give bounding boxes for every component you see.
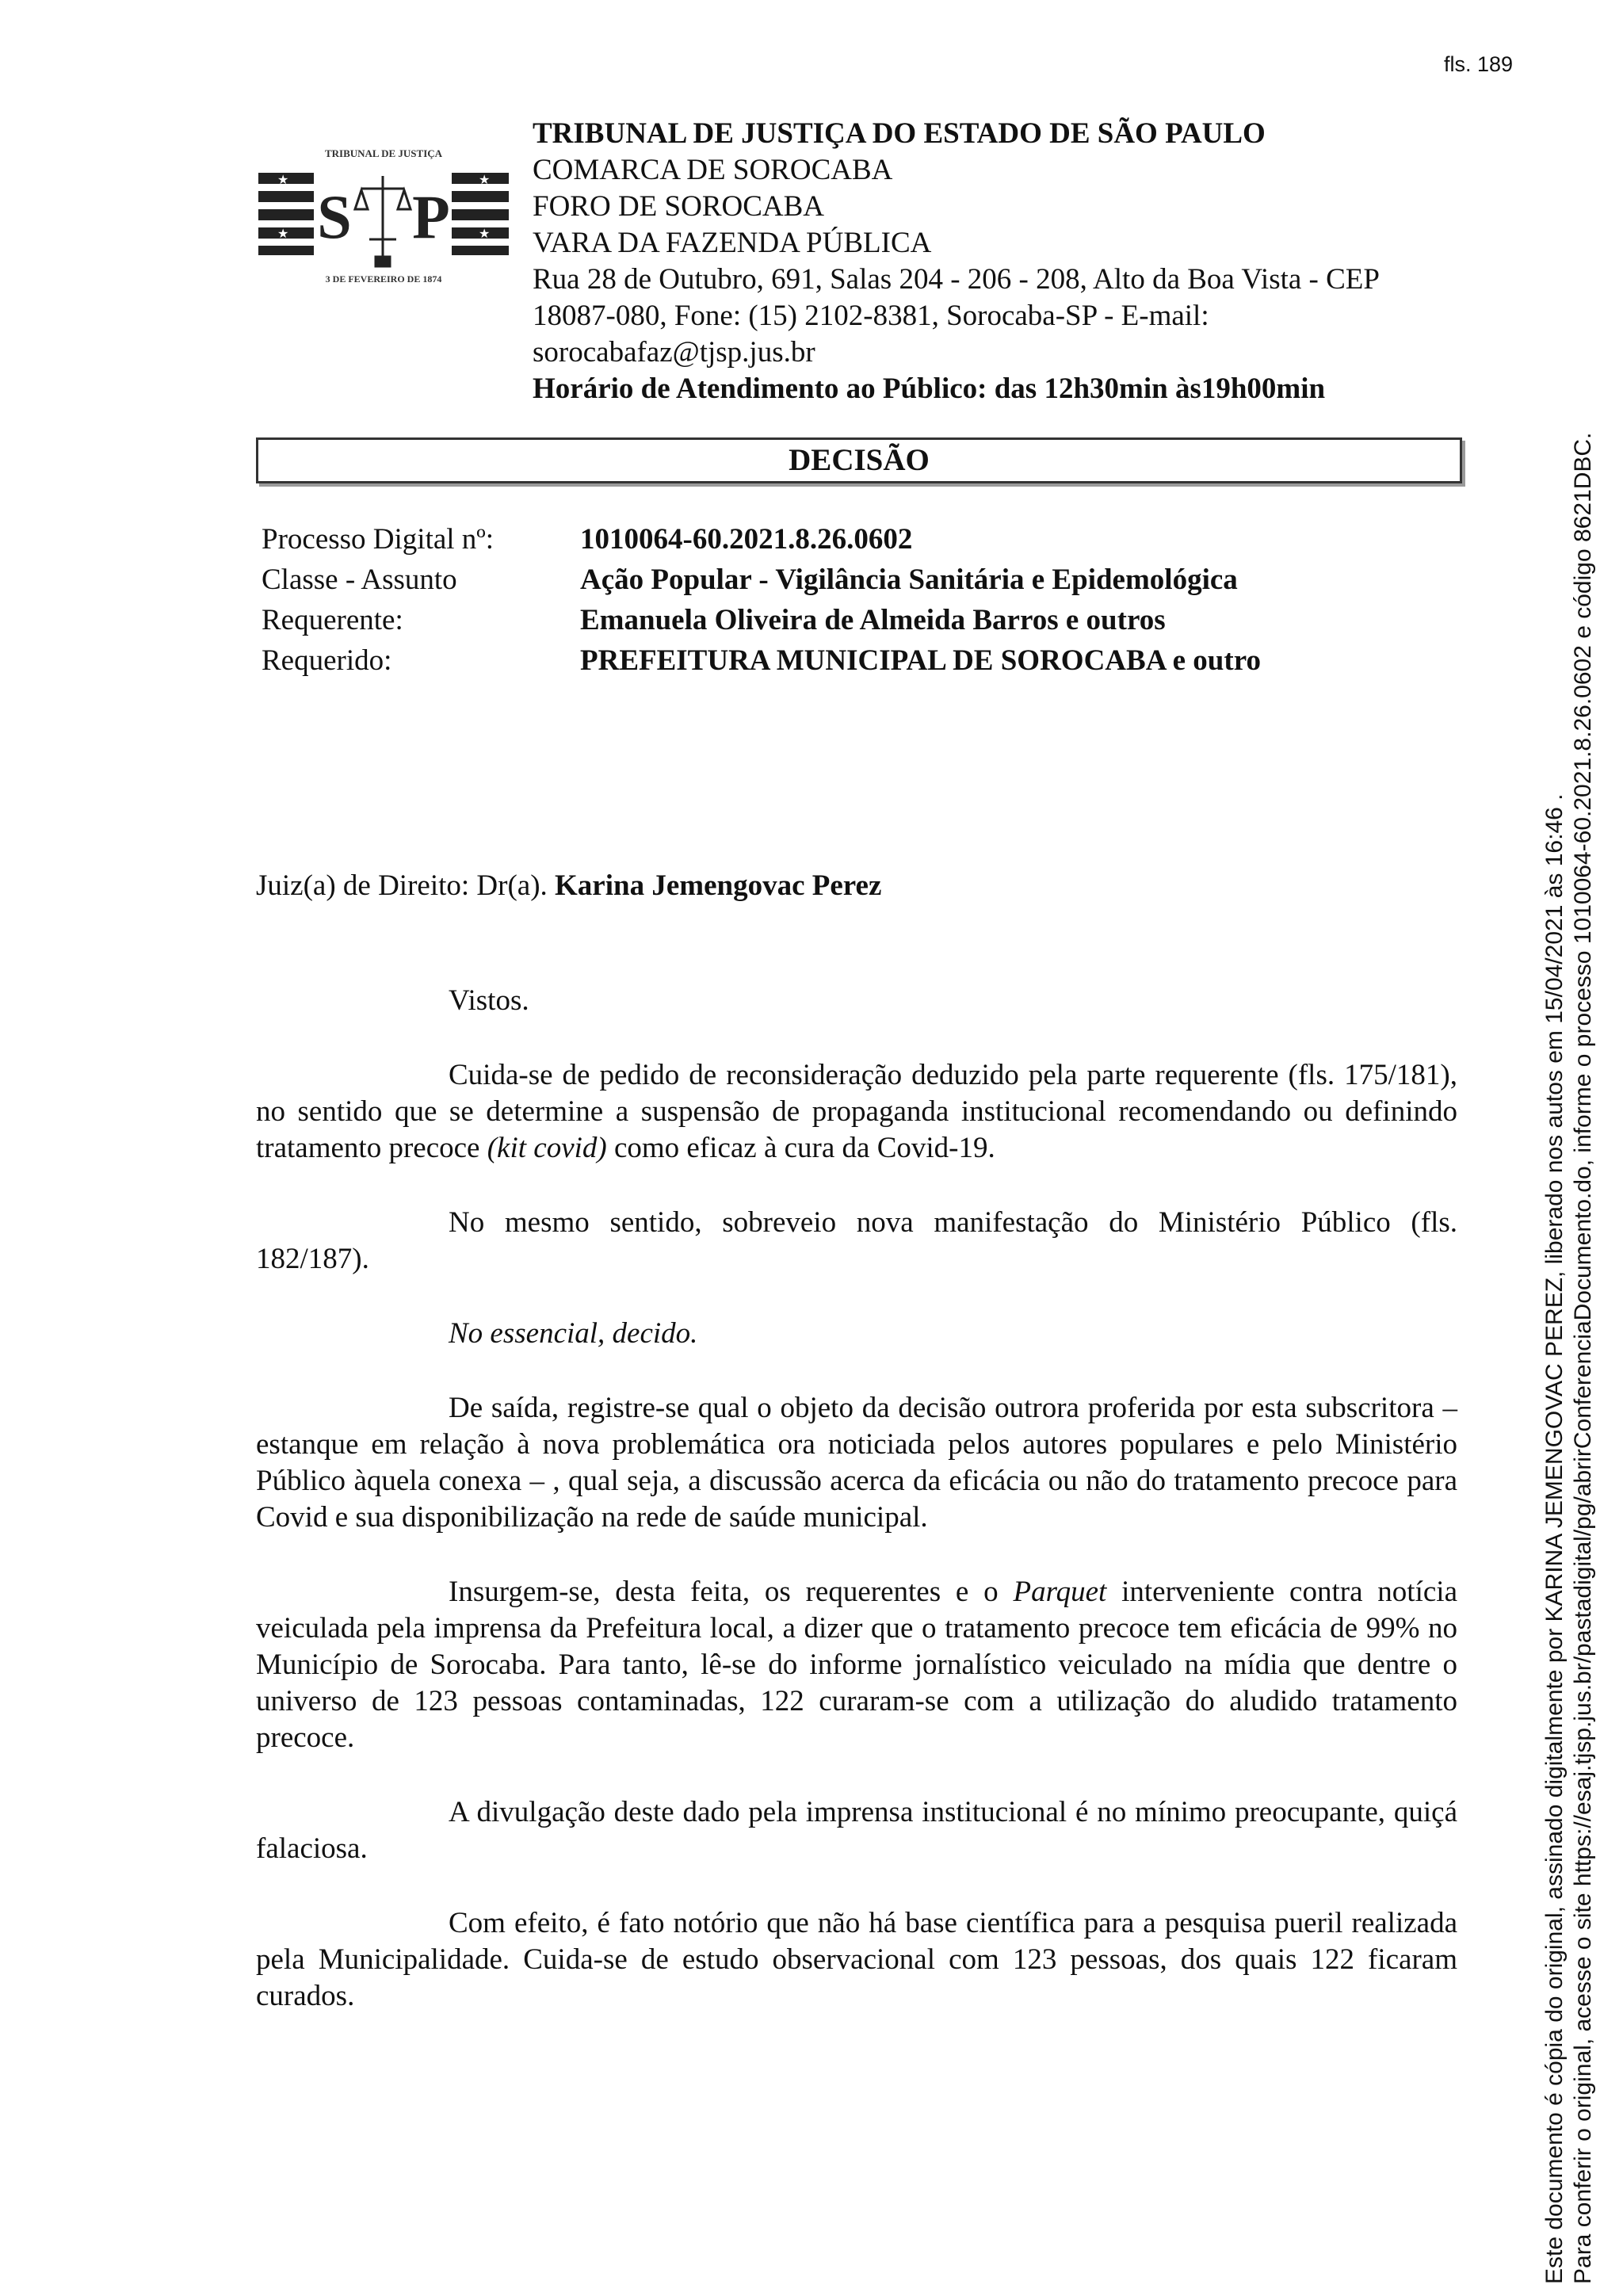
verification-line: Este documento é cópia do original, assinado digitalmente por KARINA JEMENGOVAC PEREZ, liberado nos autos em 15/04/2021 às 16:46 . <box>1541 793 1568 2284</box>
svg-text:★: ★ <box>479 174 491 187</box>
judge-line <box>256 868 881 904</box>
process-info <box>262 519 1261 681</box>
process-row <box>262 640 1261 681</box>
process-row <box>262 519 1261 560</box>
office-hours: Horário de Atendimento ao Público: das 12h30min às19h00min <box>533 372 1326 405</box>
process-row <box>262 600 1261 640</box>
logo-letter-s: S <box>317 182 352 251</box>
logo-bottom-text: 3 DE FEVEREIRO DE 1874 <box>325 273 442 285</box>
paragraph: No essencial, decido. <box>449 1317 698 1350</box>
court-header <box>533 116 1484 407</box>
decision-body <box>256 983 1457 2015</box>
process-row <box>262 560 1261 600</box>
svg-text:★: ★ <box>479 227 491 241</box>
document-title: DECISÃO <box>256 437 1462 483</box>
process-value: Ação Popular - Vigilância Sanitária e Epidemológica <box>580 563 1238 596</box>
logo-letter-p: P <box>412 182 450 251</box>
verification-note <box>1541 334 1598 2284</box>
page-number: fls. 189 <box>1444 52 1514 76</box>
paragraph: Insurgem-se, desta feita, os requerentes e o Parquet interveniente contra notícia veiculada pela imprensa da Prefeitura local, a dizer que o tratamento precoce tem eficácia de 99% no Município de Sorocaba. Para tanto, lê-se do informe jornalístico veiculado na mídia que dentre o universo de 123 pessoas contaminadas, 122 curaram-se com a utilização do aludido tratamento precoce. <box>256 1576 1457 1754</box>
process-label: Requerente: <box>262 604 403 636</box>
vara: VARA DA FAZENDA PÚBLICA <box>533 227 932 259</box>
process-value: 1010064-60.2021.8.26.0602 <box>580 523 913 556</box>
address-line: 18087-080, Fone: (15) 2102-8381, Sorocaba-SP - E-mail: <box>533 300 1209 332</box>
court-name: TRIBUNAL DE JUSTIÇA DO ESTADO DE SÃO PAULO <box>533 117 1266 150</box>
process-label: Classe - Assunto <box>262 563 457 596</box>
judge-prefix: Juiz(a) de Direito: Dr(a). <box>256 869 556 902</box>
process-value: Emanuela Oliveira de Almeida Barros e outros <box>580 604 1166 636</box>
court-logo <box>258 113 509 288</box>
address-line: Rua 28 de Outubro, 691, Salas 204 - 206 - 208, Alto da Boa Vista - CEP <box>533 263 1380 296</box>
logo-top-text: TRIBUNAL DE JUSTIÇA <box>324 147 443 159</box>
paragraph: No mesmo sentido, sobreveio nova manifestação do Ministério Público (fls. 182/187). <box>256 1206 1457 1275</box>
paragraph: A divulgação deste dado pela imprensa institucional é no mínimo preocupante, quiçá falaciosa. <box>256 1796 1457 1865</box>
paragraph: De saída, registre-se qual o objeto da decisão outrora proferida por esta subscritora – estanque em relação à nova problemática ora noticiada pelos autores populares e pelo Ministério Público àquela conexa – , qual seja, a discussão acerca da eficácia ou não do tratamento precoce para Covid e sua disponibilização na rede de saúde municipal. <box>256 1392 1457 1534</box>
paragraph: Vistos. <box>449 984 529 1017</box>
foro: FORO DE SOROCABA <box>533 190 825 223</box>
process-label: Requerido: <box>262 644 392 677</box>
paragraph: Cuida-se de pedido de reconsideração deduzido pela parte requerente (fls. 175/181), no sentido que se determine a suspensão de propaganda institucional recomendando ou definindo tratamento precoce (kit covid) como eficaz à cura da Covid-19. <box>256 1059 1457 1164</box>
verification-line: Para conferir o original, acesse o site https://esaj.tjsp.jus.br/pastadigital/pg/abrirConferenciaDocumento.do, informe o processo 1010064-60.2021.8.26.0602 e código 8621DBC. <box>1570 432 1596 2284</box>
comarca: COMARCA DE SOROCABA <box>533 154 893 186</box>
process-value: PREFEITURA MUNICIPAL DE SOROCABA e outro <box>580 644 1261 677</box>
svg-text:★: ★ <box>277 227 289 241</box>
paragraph: Com efeito, é fato notório que não há base científica para a pesquisa pueril realizada pela Municipalidade. Cuida-se de estudo observacional com 123 pessoas, dos quais 122 ficaram curados. <box>256 1907 1457 2012</box>
judge-name: Karina Jemengovac Perez <box>555 869 882 902</box>
process-label: Processo Digital nº: <box>262 523 495 556</box>
svg-text:★: ★ <box>277 174 289 187</box>
email-line: sorocabafaz@tjsp.jus.br <box>533 336 815 369</box>
